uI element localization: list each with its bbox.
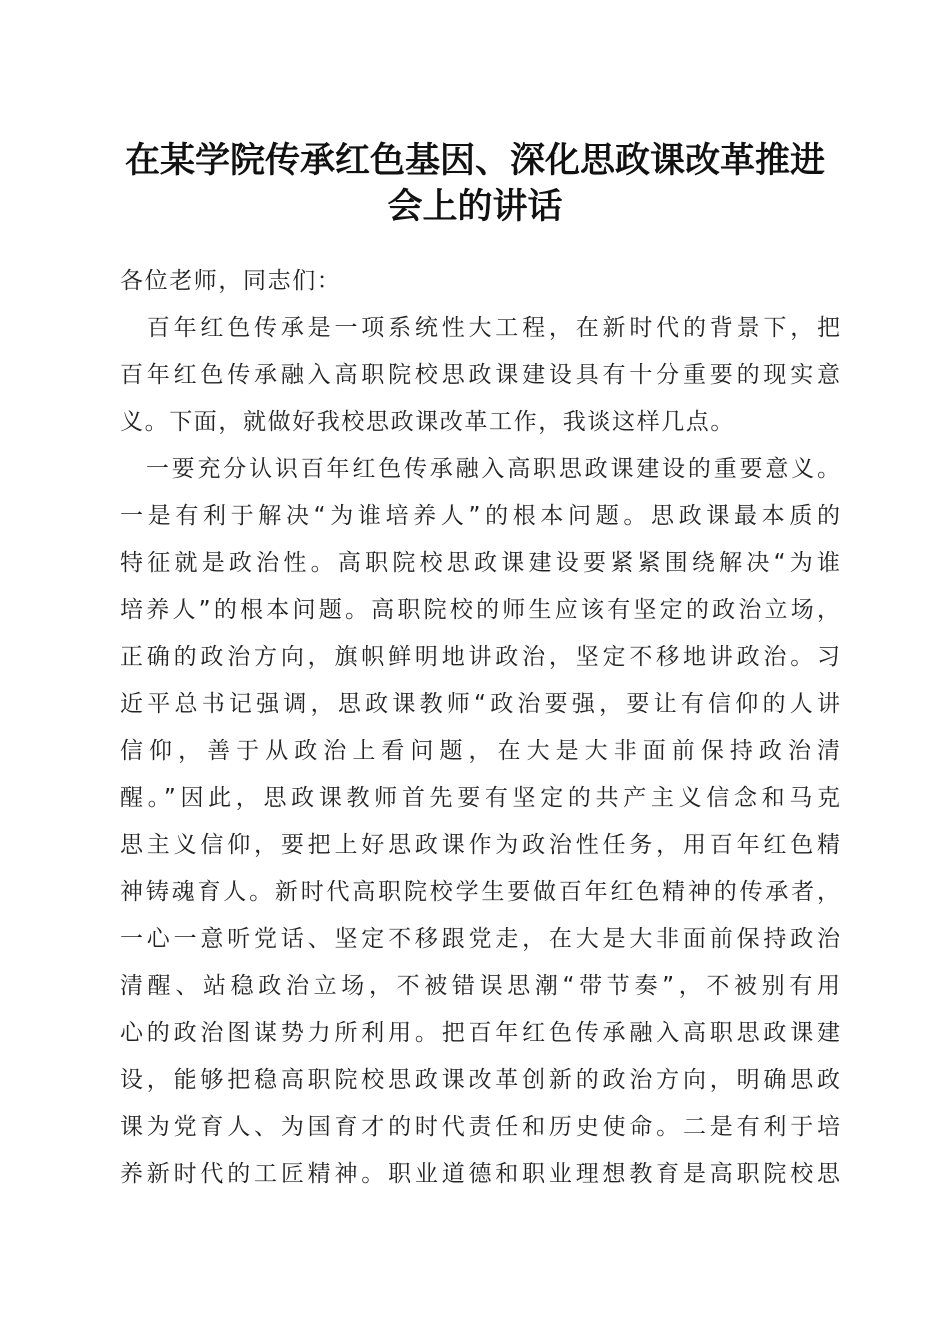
body-line: 百年红色传承是一项系统性大工程，在新时代的背景下，把 [120,315,840,341]
salutation: 各位老师，同志们： [120,268,342,294]
body-line: 课为党育人、为国育才的时代责任和历史使命。二是有利于培 [120,1114,840,1140]
body-line: 清醒、站稳政治立场，不被错误思潮“带节奏”，不被别有用 [120,973,840,999]
body-line: 信仰，善于从政治上看问题，在大是大非面前保持政治清 [120,738,840,764]
body-line: 特征就是政治性。高职院校思政课建设要紧紧围绕解决“为谁 [120,550,840,576]
title-line-2: 会上的讲话 [387,186,563,227]
body-line: 近平总书记强调，思政课教师“政治要强，要让有信仰的人讲 [120,691,840,717]
body-line: 一要充分认识百年红色传承融入高职思政课建设的重要意义。 [120,456,840,482]
body-line: 一是有利于解决“为谁培养人”的根本问题。思政课最本质的 [120,503,840,529]
title-line-1: 在某学院传承红色基因、深化思政课改革推进 [124,140,825,181]
body-line: 心的政治图谋势力所利用。把百年红色传承融入高职思政课建 [120,1020,840,1046]
body-line: 养新时代的工匠精神。职业道德和职业理想教育是高职院校思 [120,1161,840,1187]
body-line: 百年红色传承融入高职院校思政课建设具有十分重要的现实意 [120,362,840,388]
body-line: 正确的政治方向，旗帜鲜明地讲政治，坚定不移地讲政治。习 [120,644,840,670]
body-line: 设，能够把稳高职院校思政课改革创新的政治方向，明确思政 [120,1067,840,1093]
body-line: 培养人”的根本问题。高职院校的师生应该有坚定的政治立场， [120,597,840,623]
body-line: 神铸魂育人。新时代高职院校学生要做百年红色精神的传承者， [120,879,840,905]
body-line: 义。下面，就做好我校思政课改革工作，我谈这样几点。 [120,409,735,435]
body-line: 醒。”因此，思政课教师首先要有坚定的共产主义信念和马克 [120,785,840,811]
document-title [100,138,850,230]
document-body [120,258,840,1198]
body-line: 思主义信仰，要把上好思政课作为政治性任务，用百年红色精 [120,832,840,858]
body-line: 一心一意听党话、坚定不移跟党走，在大是大非面前保持政治 [120,926,840,952]
